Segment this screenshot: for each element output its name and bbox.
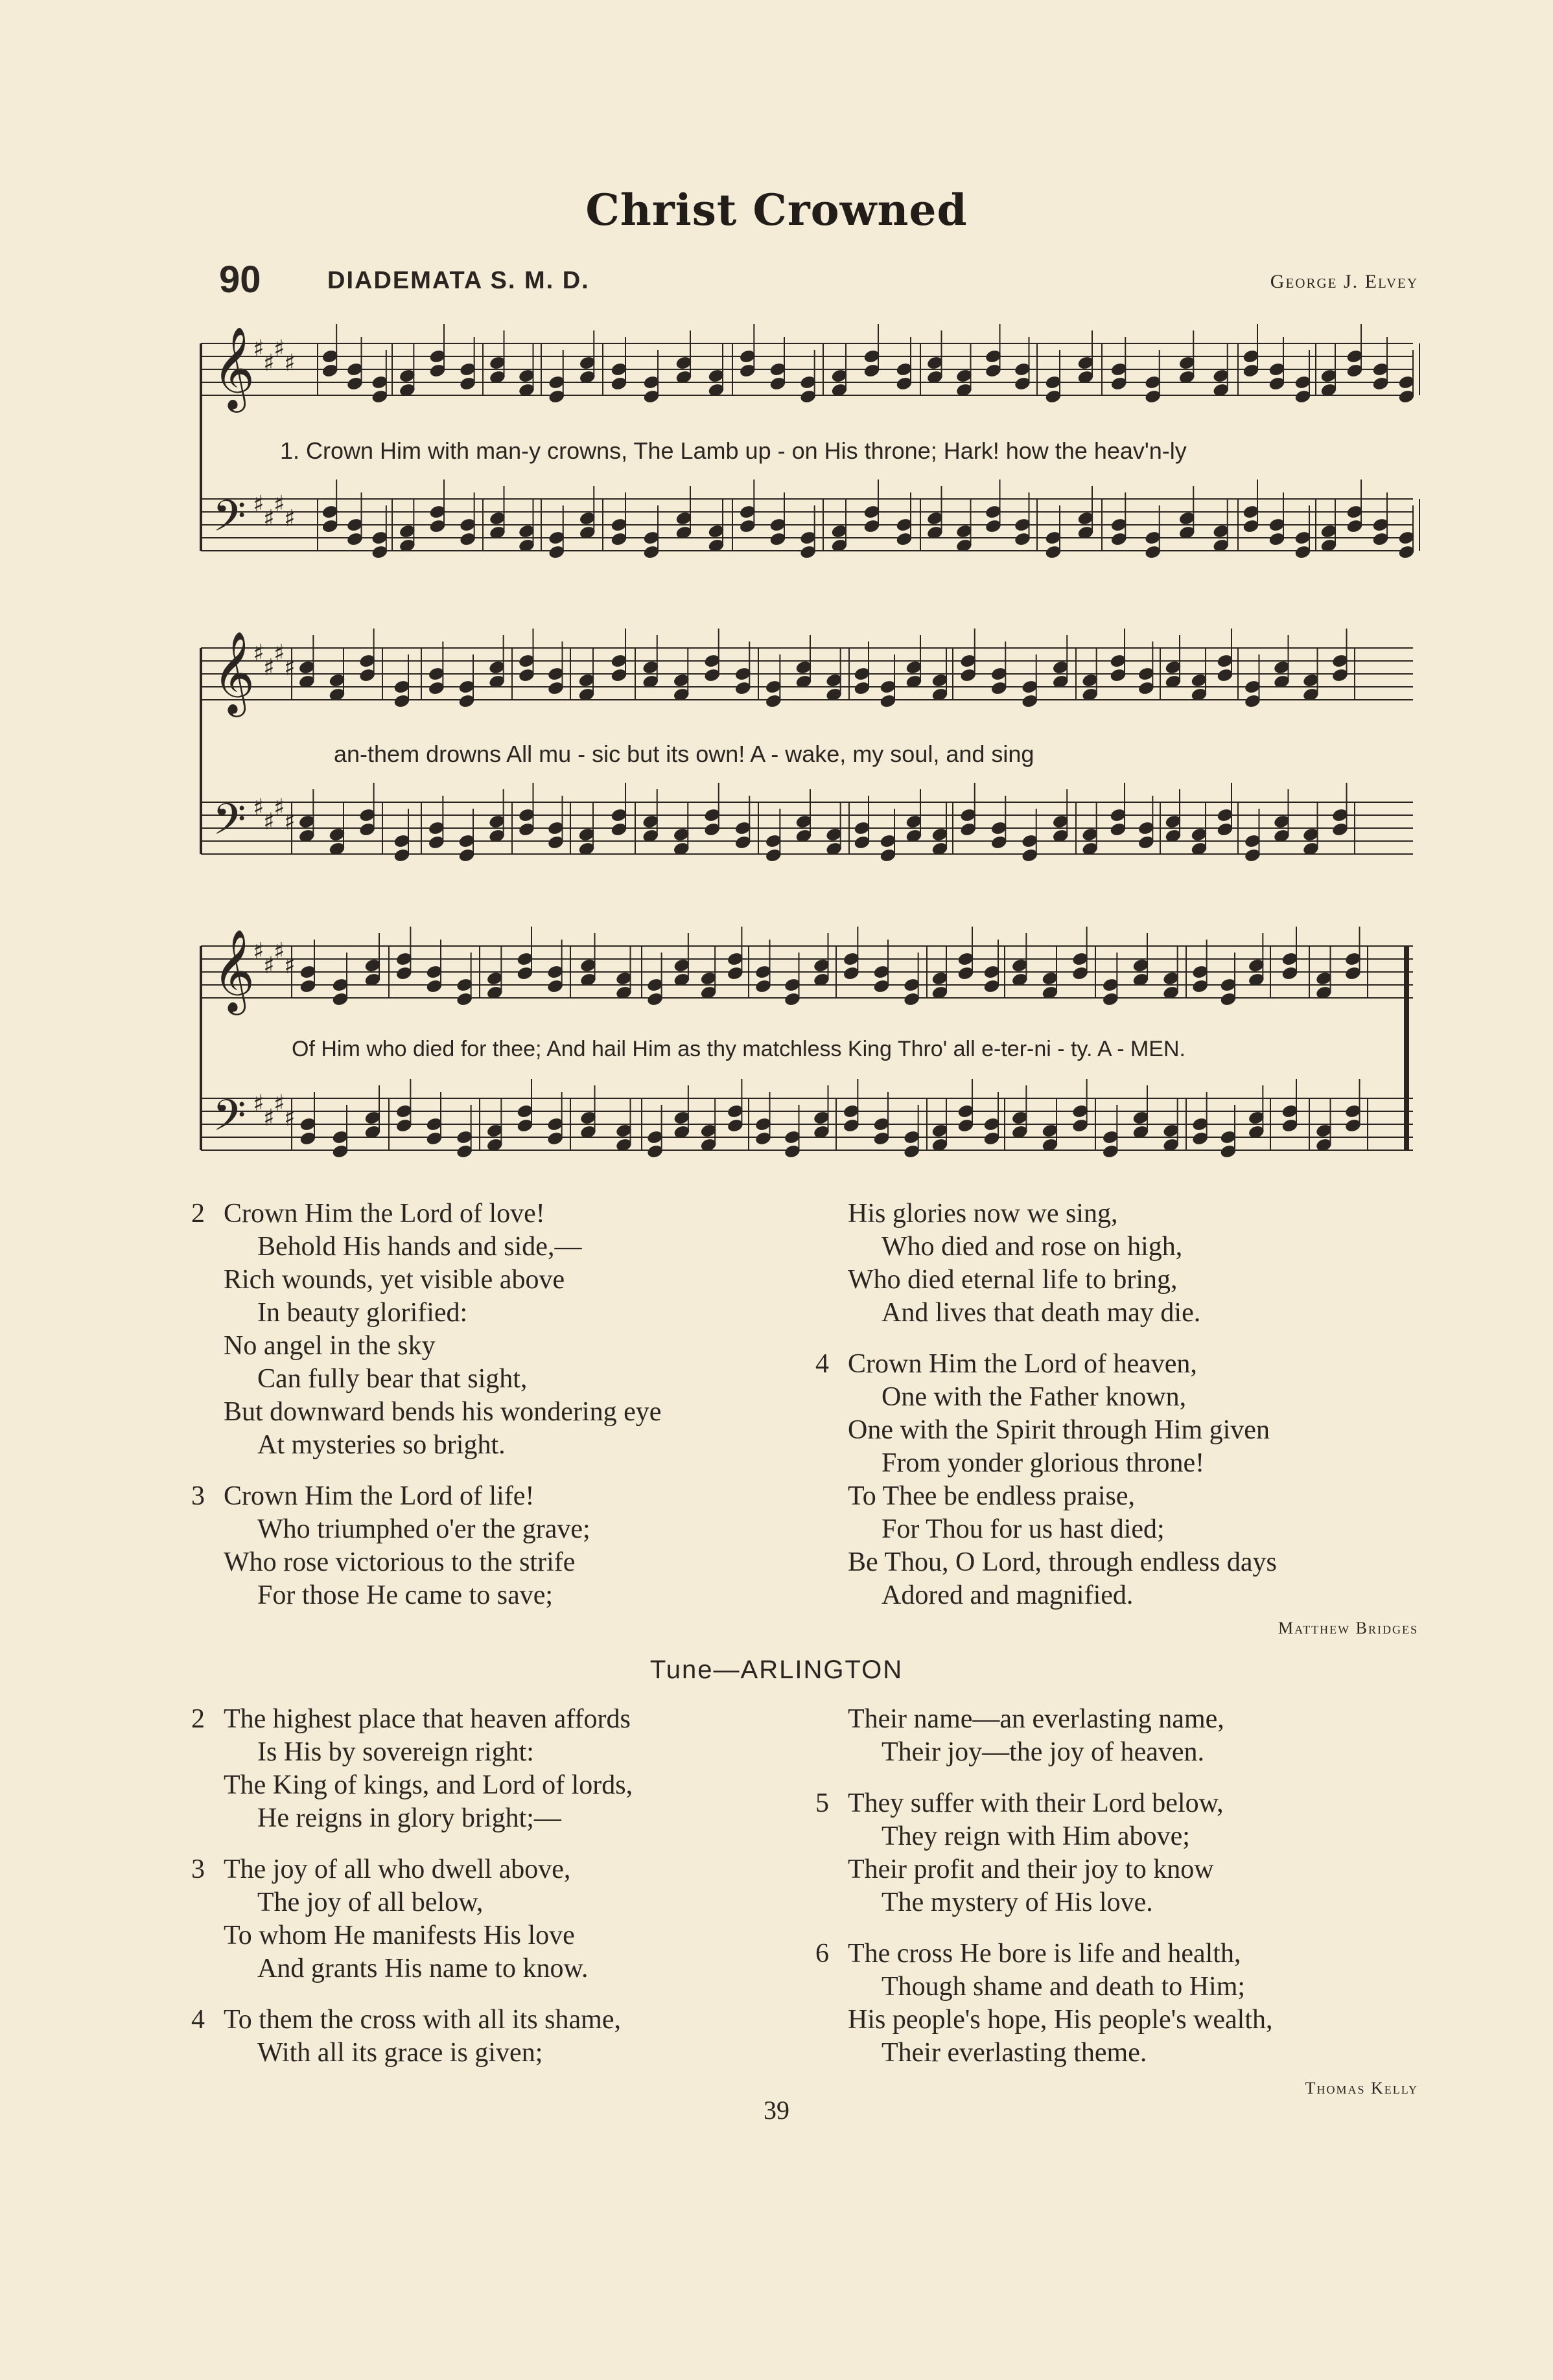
bass-clef: 𝄢 <box>213 794 246 855</box>
bass-clef: 𝄢 <box>213 491 246 551</box>
sharp-sign: ♯ <box>253 640 264 667</box>
hymn-number: 90 <box>219 259 261 301</box>
verse-line: In beauty glorified: <box>257 1298 468 1328</box>
stanza <box>815 1937 1273 2070</box>
hymn1-verses-left <box>191 1197 662 1630</box>
sharp-sign: ♯ <box>263 809 275 835</box>
sharp-sign: ♯ <box>274 794 285 821</box>
verse-line: To Thee be endless praise, <box>848 1481 1135 1511</box>
verse-line: Can fully bear that sight, <box>257 1364 528 1394</box>
verse-line: Is His by sovereign right: <box>257 1737 534 1767</box>
verse-line: Their joy—the joy of heaven. <box>882 1737 1205 1767</box>
composer-credit: George J. Elvey <box>1270 271 1418 292</box>
sharp-sign: ♯ <box>263 1105 275 1131</box>
sharp-sign: ♯ <box>284 505 296 532</box>
verse-line: Who triumphed o'er the grave; <box>257 1514 590 1544</box>
verse-line: Who rose victorious to the strife <box>224 1547 576 1577</box>
verse-line: The cross He bore is life and health, <box>848 1939 1241 1969</box>
verse-line: Who died eternal life to bring, <box>848 1265 1178 1295</box>
score-lyric-line-2: an-them drowns All mu - sic but its own! A - wake, my soul, and sing <box>334 741 1034 767</box>
verse-line: His people's hope, His people's wealth, <box>848 2005 1273 2035</box>
verse-line: No angel in the sky <box>224 1331 436 1361</box>
verse-line: And lives that death may die. <box>882 1298 1201 1328</box>
sharp-sign: ♯ <box>253 491 264 518</box>
verse-line: To them the cross with all its shame, <box>224 2005 621 2035</box>
verse-line: One with the Spirit through Him given <box>848 1415 1270 1445</box>
verse-line: The joy of all below, <box>257 1888 484 1917</box>
stanza <box>815 1348 1277 1612</box>
sharp-sign: ♯ <box>284 350 296 376</box>
verse-line: Crown Him the Lord of love! <box>224 1199 545 1229</box>
stanza-number: 4 <box>815 1349 829 1379</box>
sharp-sign: ♯ <box>284 1105 296 1131</box>
verse-line: Crown Him the Lord of heaven, <box>848 1349 1197 1379</box>
verse-line: Rich wounds, yet visible above <box>224 1265 565 1295</box>
treble-clef: 𝄞 <box>213 929 255 1011</box>
stanza-number: 3 <box>191 1854 205 1884</box>
treble-clef: 𝄞 <box>213 326 255 409</box>
stanza <box>848 1703 1273 1769</box>
verse-line: They reign with Him above; <box>882 1821 1190 1851</box>
treble-clef: 𝄞 <box>213 630 255 713</box>
stanza-number: 2 <box>191 1704 205 1734</box>
verse-line: The highest place that heaven affords <box>224 1704 631 1734</box>
second-tune-heading: Tune—ARLINGTON <box>649 1656 904 1684</box>
bass-clef: 𝄢 <box>213 1091 246 1151</box>
sharp-sign: ♯ <box>284 809 296 835</box>
stanza <box>815 1787 1273 1919</box>
sharp-sign: ♯ <box>253 794 264 821</box>
verse-line: Though shame and death to Him; <box>882 1972 1246 2002</box>
stanza-number: 5 <box>815 1788 829 1818</box>
stanza-number: 3 <box>191 1481 205 1511</box>
sharp-sign: ♯ <box>263 654 275 681</box>
verse-line: Adored and magnified. <box>882 1580 1134 1610</box>
stanza <box>191 2004 633 2070</box>
verse-line: Behold His hands and side,— <box>257 1232 582 1262</box>
verse-line: Their name—an everlasting name, <box>848 1704 1224 1734</box>
sharp-sign: ♯ <box>274 1091 285 1117</box>
hymn-title: Christ Crowned <box>585 185 968 235</box>
verse-line: At mysteries so bright. <box>257 1430 506 1460</box>
verse-line: One with the Father known, <box>882 1382 1187 1412</box>
verse-line: Who died and rose on high, <box>882 1232 1183 1262</box>
verse-line: For those He came to save; <box>257 1580 554 1610</box>
score-lyric-line-3: Of Him who died for thee; And hail Him as thy matchless King Thro' all e-ter-ni - ty. A - MEN. <box>292 1037 1185 1061</box>
verse-line: From yonder glorious throne! <box>882 1448 1205 1478</box>
stanza <box>191 1480 661 1612</box>
score-lyric-line-1: 1. Crown Him with man-y crowns, The Lamb up - on His throne; Hark! how the heav'n-ly <box>280 437 1187 464</box>
sharp-sign: ♯ <box>253 1091 264 1117</box>
tune-name: DIADEMATA S. M. D. <box>327 267 590 294</box>
stanza-number: 4 <box>191 2005 205 2035</box>
stanza <box>191 1197 662 1462</box>
sharp-sign: ♯ <box>284 953 296 979</box>
stanza <box>191 1703 633 1835</box>
verse-line: Crown Him the Lord of life! <box>224 1481 535 1511</box>
sharp-sign: ♯ <box>274 491 285 518</box>
verse-line: But downward bends his wondering eye <box>224 1397 662 1427</box>
stanza <box>848 1197 1277 1330</box>
verse-line: The King of kings, and Lord of lords, <box>224 1770 633 1800</box>
page-number: 39 <box>764 2096 789 2125</box>
hymn2-verses-left <box>191 1703 633 2088</box>
sharp-sign: ♯ <box>274 938 285 965</box>
sharp-sign: ♯ <box>274 336 285 362</box>
verse-line: And grants His name to know. <box>257 1954 589 1983</box>
sharp-sign: ♯ <box>263 350 275 376</box>
verse-line: They suffer with their Lord below, <box>848 1788 1224 1818</box>
hymn1-verses-right <box>815 1197 1277 1630</box>
verse-line: Their profit and their joy to know <box>848 1854 1214 1884</box>
author-credit-2: Thomas Kelly <box>1305 2079 1418 2097</box>
verse-line: His glories now we sing, <box>848 1199 1118 1229</box>
verse-line: He reigns in glory bright;— <box>257 1803 561 1833</box>
author-credit-1: Matthew Bridges <box>1278 1619 1418 1637</box>
verse-line: The joy of all who dwell above, <box>224 1854 571 1884</box>
sharp-sign: ♯ <box>253 938 264 965</box>
stanza <box>191 1853 633 1985</box>
verse-line: With all its grace is given; <box>257 2038 543 2068</box>
verse-line: To whom He manifests His love <box>224 1921 575 1950</box>
sharp-sign: ♯ <box>284 654 296 681</box>
stanza-number: 2 <box>191 1199 205 1229</box>
hymn2-verses-right <box>815 1703 1273 2088</box>
sharp-sign: ♯ <box>253 336 264 362</box>
verse-line: For Thou for us hast died; <box>882 1514 1165 1544</box>
sharp-sign: ♯ <box>274 640 285 667</box>
sharp-sign: ♯ <box>263 505 275 532</box>
verse-line: Be Thou, O Lord, through endless days <box>848 1547 1277 1577</box>
stanza-number: 6 <box>815 1939 829 1969</box>
verse-line: The mystery of His love. <box>882 1888 1153 1917</box>
verse-line: Their everlasting theme. <box>882 2038 1147 2068</box>
sharp-sign: ♯ <box>263 953 275 979</box>
